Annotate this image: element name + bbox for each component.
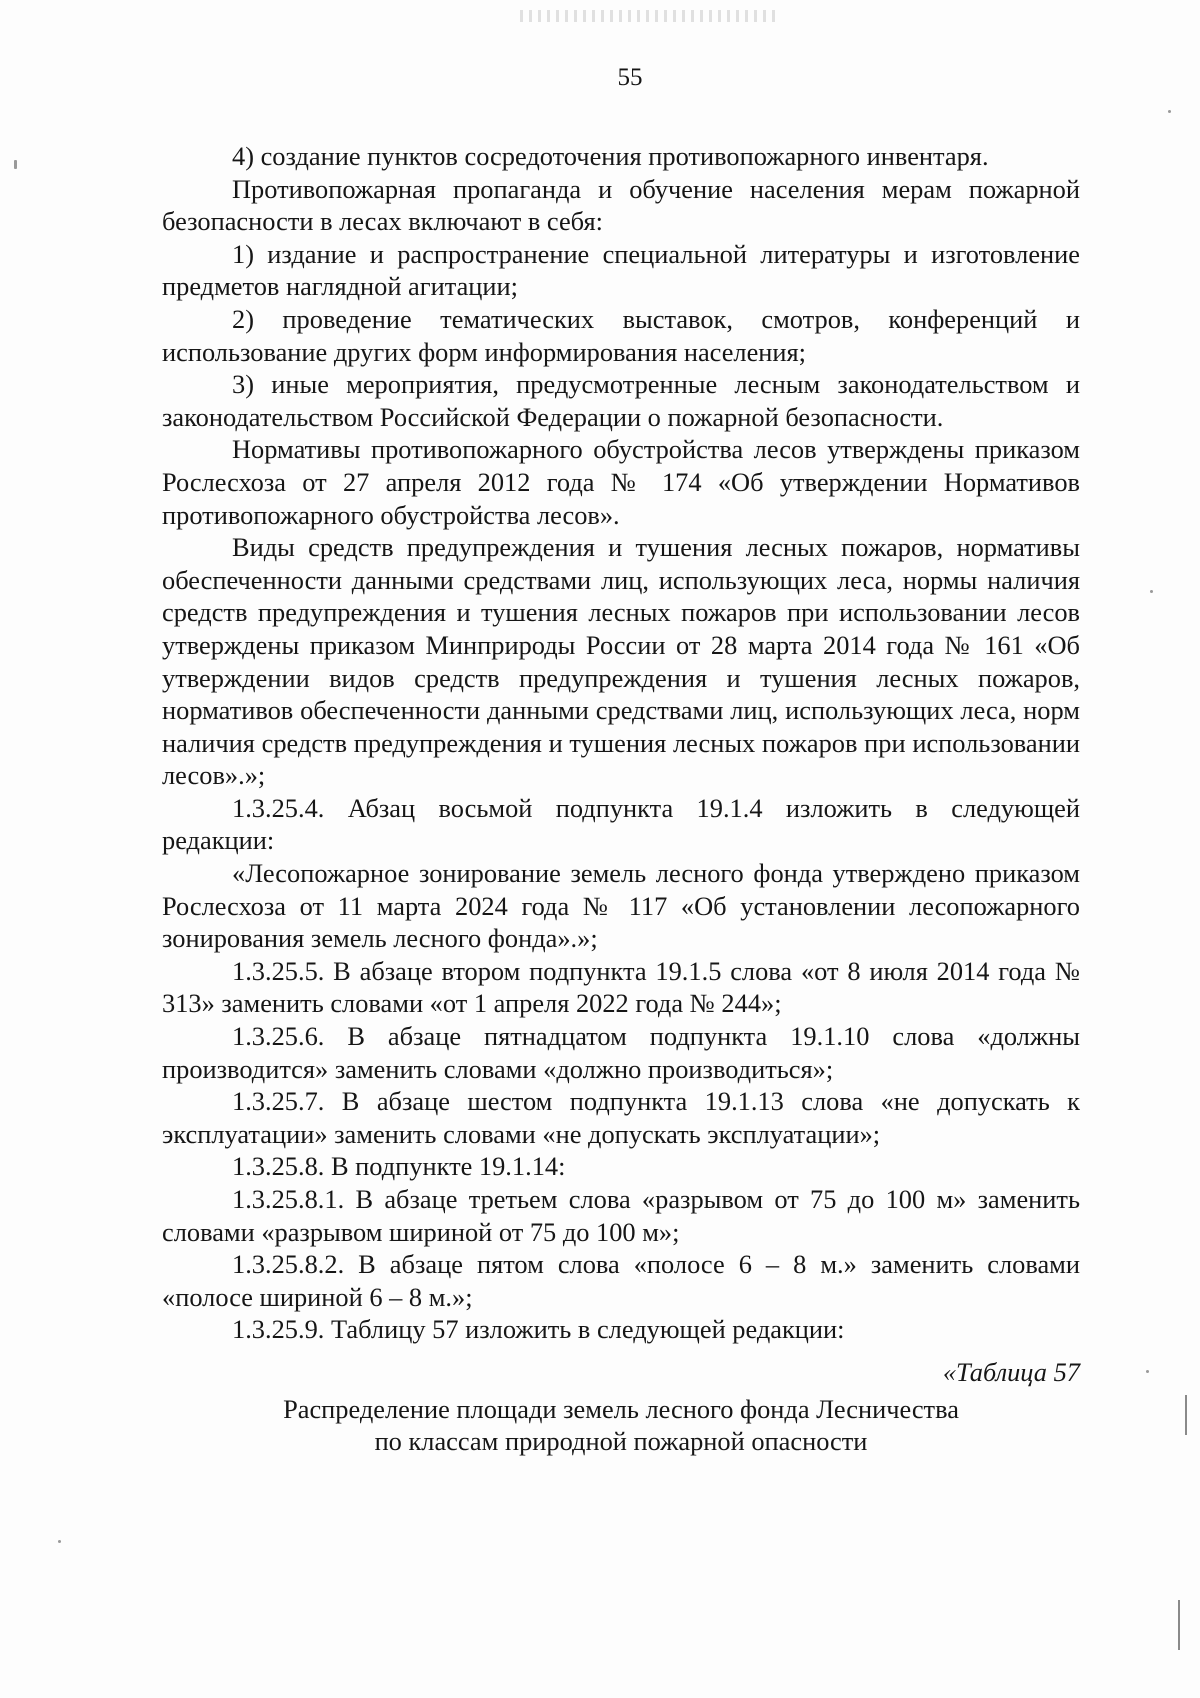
amendment-item: 1.3.25.9. Таблицу 57 изложить в следующей редакции: — [232, 1314, 845, 1345]
scan-speck — [14, 160, 17, 169]
scan-speck — [1168, 110, 1171, 113]
scan-speck — [1146, 1370, 1149, 1373]
scan-edge-mark — [1185, 1395, 1187, 1435]
amendment-item: 1.3.25.8.2. В абзаце пятом слова «полосе 6 – 8 м.» заменить словами «полосе шириной 6 – 8 м.»; — [162, 1249, 1080, 1312]
list-item: 3) иные мероприятия, предусмотренные лесным законодательством и законодательством Российской Федерации о пожарной безопасности. — [162, 369, 1080, 432]
table-title-line: по классам природной пожарной опасности — [374, 1425, 868, 1456]
quoted-text: «Лесопожарное зонирование земель лесного фонда утверждено приказом Рослесхоза от 11 марта 2024 года № 117 «Об установлении лесопожарного зонирования земель лесного фонда».»; — [162, 858, 1080, 954]
amendment-item: 1.3.25.8.1. В абзаце третьем слова «разрывом от 75 до 100 м» заменить словами «разрывом шириной от 75 до 100 м»; — [162, 1184, 1080, 1247]
amendment-item: 1.3.25.4. Абзац восьмой подпункта 19.1.4 изложить в следующей редакции: — [162, 792, 1080, 856]
page-number: 55 — [617, 64, 643, 91]
paragraph: 4) создание пунктов сосредоточения противопожарного инвентаря. — [232, 141, 989, 171]
amendment-item: 1.3.25.8. В подпункте 19.1.14: — [232, 1151, 566, 1182]
scan-speck — [1150, 590, 1153, 593]
list-item: 2) проведение тематических выставок, смотров, конференций и использование других форм информирования населения; — [162, 303, 1080, 367]
amendment-item: 1.3.25.6. В абзаце пятнадцатом подпункта 19.1.10 слова «должны производится» заменить словами «должно производиться»; — [162, 1021, 1080, 1084]
list-item: 1) издание и распространение специальной литературы и изготовление предметов наглядной агитации; — [162, 238, 1080, 302]
amendment-item: 1.3.25.7. В абзаце шестом подпункта 19.1.13 слова «не допускать к эксплуатации» заменить словами «не допускать эксплуатации»; — [162, 1086, 1080, 1149]
scan-noise — [520, 10, 780, 22]
amendment-item: 1.3.25.5. В абзаце втором подпункта 19.1.5 слова «от 8 июля 2014 года № 313» заменить словами «от 1 апреля 2022 года № 244»; — [162, 955, 1080, 1019]
body-text — [162, 140, 1080, 1457]
scan-edge-mark — [1178, 1600, 1180, 1650]
paragraph: Нормативы противопожарного обустройства лесов утверждены приказом Рослесхоза от 27 апреля 2012 года № 174 «Об утверждении Нормативов противопожарного обустройства лесов». — [162, 434, 1080, 530]
paragraph: Виды средств предупреждения и тушения лесных пожаров, нормативы обеспеченности данными средствами лиц, использующих леса, нормы наличия средств предупреждения и тушения лесных пожаров при использовании лесов утверждены приказом Минприроды России от 28 марта 2014 года № 161 «Об утверждении видов средств предупреждения и тушения лесных пожаров, нормативов обеспеченности данными средствами лиц, использующих леса, норм наличия средств предупреждения и тушения лесных пожаров при использовании лесов».»; — [162, 532, 1080, 791]
paragraph: Противопожарная пропаганда и обучение населения мерам пожарной безопасности в лесах включают в себя: — [162, 173, 1080, 237]
table-title — [162, 1393, 1080, 1457]
table-title-line: Распределение площади земель лесного фонда Лесничества — [283, 1393, 959, 1424]
scan-speck — [58, 1540, 61, 1543]
table-reference: «Таблица 57 — [942, 1356, 1080, 1387]
